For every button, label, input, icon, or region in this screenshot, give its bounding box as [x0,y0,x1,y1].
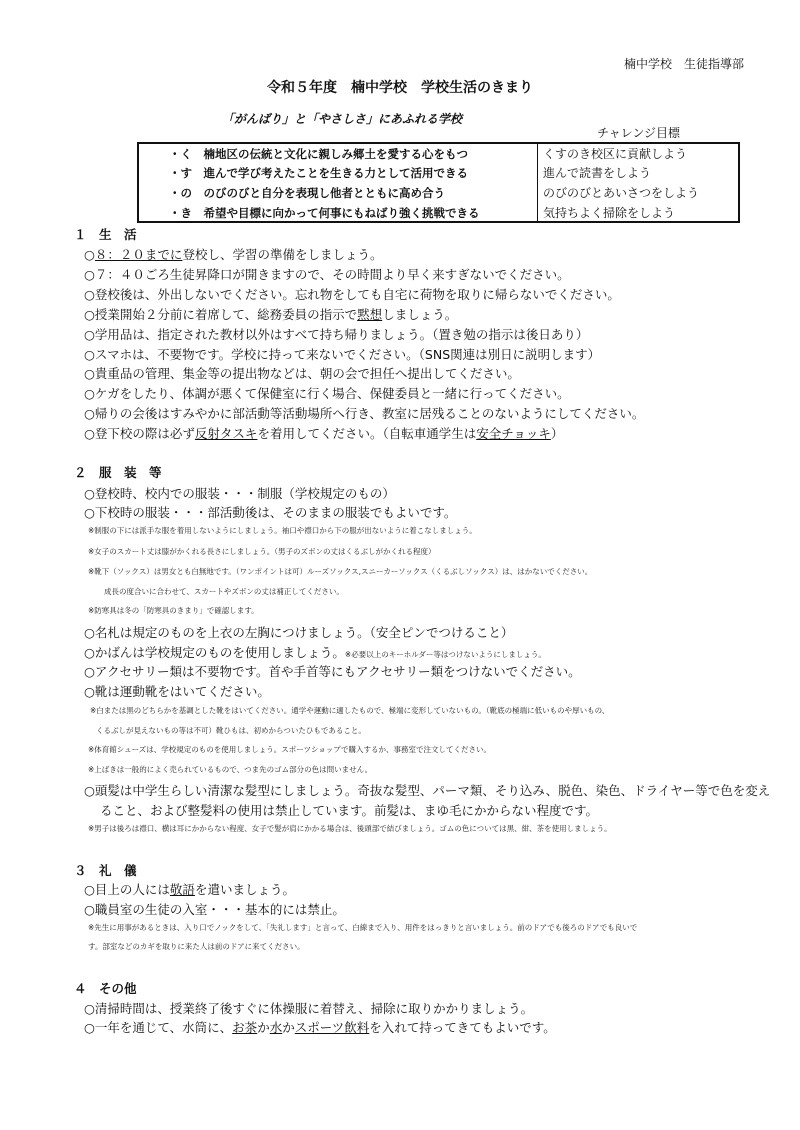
page-title: 令和５年度 楠中学校 学校生活のきまり [267,80,533,96]
rule-line: ○清掃時間は、授業終了後すぐに体操服に着替え、掃除に取りかかりましょう。 [84,1001,534,1016]
challenge-goal: くすのき校区に貢献しよう [543,147,688,161]
rule-text: か [257,1020,270,1035]
rule-line [84,880,295,898]
challenge-label: チャレンジ目標 [597,126,681,140]
challenge-goal: 進んで読書をしよう [543,166,652,180]
underlined-term: 安全チョッキ [476,426,551,441]
rule-line: ○学用品は、指定された教材以外はすべて持ち帰りましょう。（置き勉の指示は後日あり） [84,327,589,342]
rule-line [84,424,563,442]
rule-line [84,643,546,661]
goals-table [137,142,740,223]
rule-line: ○登校時、校内での服装・・・制服（学校規定のもの） [84,486,395,501]
rule-text: を遣いましょう。 [194,882,295,897]
goal-text: ・く 楠地区の伝統と文化に親しみ郷土を愛する心をもつ [169,147,468,161]
bullet: ○ [84,247,95,262]
rule-text: しましょう。 [382,307,458,322]
note-line: くるぶしが見えないもの等は不可）靴ひもは、初めからついたひもであること。 [96,726,366,735]
note-line: ※制服の下には派手な服を着用しないようにしましょう。袖口や襟口から下の服が出ないように着こなしましょう。 [88,526,477,535]
school-slogan: 「がんばり」と「やさしさ」にあふれる学校 [222,112,463,126]
rule-line: ○登校後は、外出しないでください。忘れ物をしても自宅に荷物を取りに帰らないでください。 [84,287,620,302]
note-line: 成長の度合いに合わせて、スカートやズボンの丈は補正してください。 [104,587,344,596]
rule-text: ○一年を通じて、水筒に、 [84,1020,233,1035]
department-label: 楠中学校 生徒指導部 [623,57,744,71]
rule-line [84,305,457,323]
underlined-term: 反射タスキ [194,426,258,441]
goal-row [139,183,740,203]
rule-line: ○職員室の生徒の入室・・・基本的には禁止。 [84,902,345,917]
underlined-term: 黙想 [357,307,383,322]
rule-line [84,245,382,263]
goal-text: ・の のびのびと自分を表現し他者とともに高め合う [169,186,445,200]
rule-line: ○貴重品の管理、集金等の提出物などは、朝の会で担任へ提出してください。 [84,366,520,381]
goal-row [139,163,740,183]
rule-line: ること、および整髪料の使用は禁止しています。前髪は、まゆ毛にかからない程度です。 [100,803,599,818]
underlined-term: スポーツ飲料 [294,1020,370,1035]
challenge-goal: のびのびとあいさつをしよう [543,186,700,200]
rule-line: ○帰りの会後はすみやかに部活動等活動場所へ行き、教室に居残ることのないようにしてください。 [84,406,645,421]
note-line: ※防寒具は冬の「防寒具のきまり」で確認します。 [88,606,259,615]
rule-text: 登校し、学習の準備をしましょう。 [182,247,383,262]
section-heading-other: ４ その他 [74,981,137,996]
goal-row [139,203,740,223]
rule-line: ○ケガをしたり、体調が悪くて保健室に行く場合、保健委員と一緒に行ってください。 [84,386,570,401]
rule-line: ○７：４０ごろ生徒昇降口が開きますので、その時間より早く来すぎないでください。 [84,267,570,282]
arrival-time: ８：２０までに [94,247,183,262]
goal-text: ・き 希望や目標に向かって何事にもねばり強く挑戦できる [169,206,480,220]
underlined-term: 水 [269,1020,283,1035]
rule-line: ○アクセサリー類は不要物です。首や手首等にもアクセサリー類をつけないでください。 [84,664,581,679]
rule-line: ○頭髪は中学生らしい清潔な髪型にしましょう。奇抜な髪型、パーマ類、そり込み、脱色、染色、ドライヤー等で色を変え [84,783,771,798]
underlined-term: 敬語 [169,882,195,897]
rule-text: を入れて持ってきてもよいです。 [369,1020,556,1035]
section-heading-clothing: ２ 服 装 等 [74,465,162,480]
note-line: ※男子は後ろは襟口、横は耳にかからない程度、女子で髪が肩にかかる場合は、後頭部で結びましょう。ゴムの色については黒、紺、茶を使用しましょう。 [88,824,612,833]
goal-text: ・す 進んで学び考えたことを生きる力として活用できる [169,166,468,180]
note-line: ※上ばきは一般的によく売られているもので、つま先のゴム部分の色は問いません。 [88,765,373,774]
section-heading-manners: ３ 礼 儀 [74,863,137,878]
rule-text: ） [550,426,564,441]
rule-line: ○靴は運動靴をはいてください。 [84,684,270,699]
note-line: ※白または黒のどちらかを基調とした靴をはいてください。通学や運動に適したもので、極端に変形していないもの。（靴底の極端に低いものや厚いもの、 [90,706,610,715]
underlined-term: お茶 [232,1020,258,1035]
note-line: ※女子のスカート丈は膝がかくれる長さにしましょう。（男子のズボンの丈はくるぶしがかくれる程度） [88,547,436,556]
challenge-goal: 気持ちよく掃除をしよう [543,206,676,220]
rule-text: か [282,1020,295,1035]
note-line: ※先生に用事があるときは、入り口でノックをして、「失礼します」と言って、白線まで入り、用件をはっきりと言いましょう。前のドアでも後ろのドアでも良いで [88,923,638,932]
goal-row [139,144,740,164]
section-heading-life: １ 生 活 [74,227,137,242]
note-line: ※体育館シューズは、学校規定のものを使用しましょう。スポーツショップで購入するか、事務室で注文してください。 [88,745,492,754]
rule-line: ○スマホは、不要物です。学校に持って来ないでください。（SNS関連は別日に説明します） [84,347,601,362]
rule-line [84,1018,556,1036]
note-line: ※靴下（ソックス）は男女とも白無地です。（ワンポイントは可）ルーズソックス,スニーカーソックス（くるぶしソックス）は、はかないでください。 [88,567,593,576]
rule-text: ○授業開始２分前に着席して、総務委員の指示で [84,307,358,322]
inline-note: ※必要以上のキーホルダー等はつけないようにしましょう。 [344,650,546,659]
note-line: す。部室などのカギを取りに来た人は前のドアに来てください。 [88,942,305,951]
rule-line: ○下校時の服装・・・部活動後は、そのままの服装でもよいです。 [84,505,457,520]
rule-text: を着用してください。（自転車通学生は [257,426,477,441]
rule-text: ○かばんは学校規定のものを使用しましょう。 [84,645,345,660]
rule-text: ○目上の人には [84,882,170,897]
rule-line: ○名札は規定のものを上衣の左胸につけましょう。（安全ピンでつけること） [84,625,514,640]
rule-text: ○登下校の際は必ず [84,426,195,441]
